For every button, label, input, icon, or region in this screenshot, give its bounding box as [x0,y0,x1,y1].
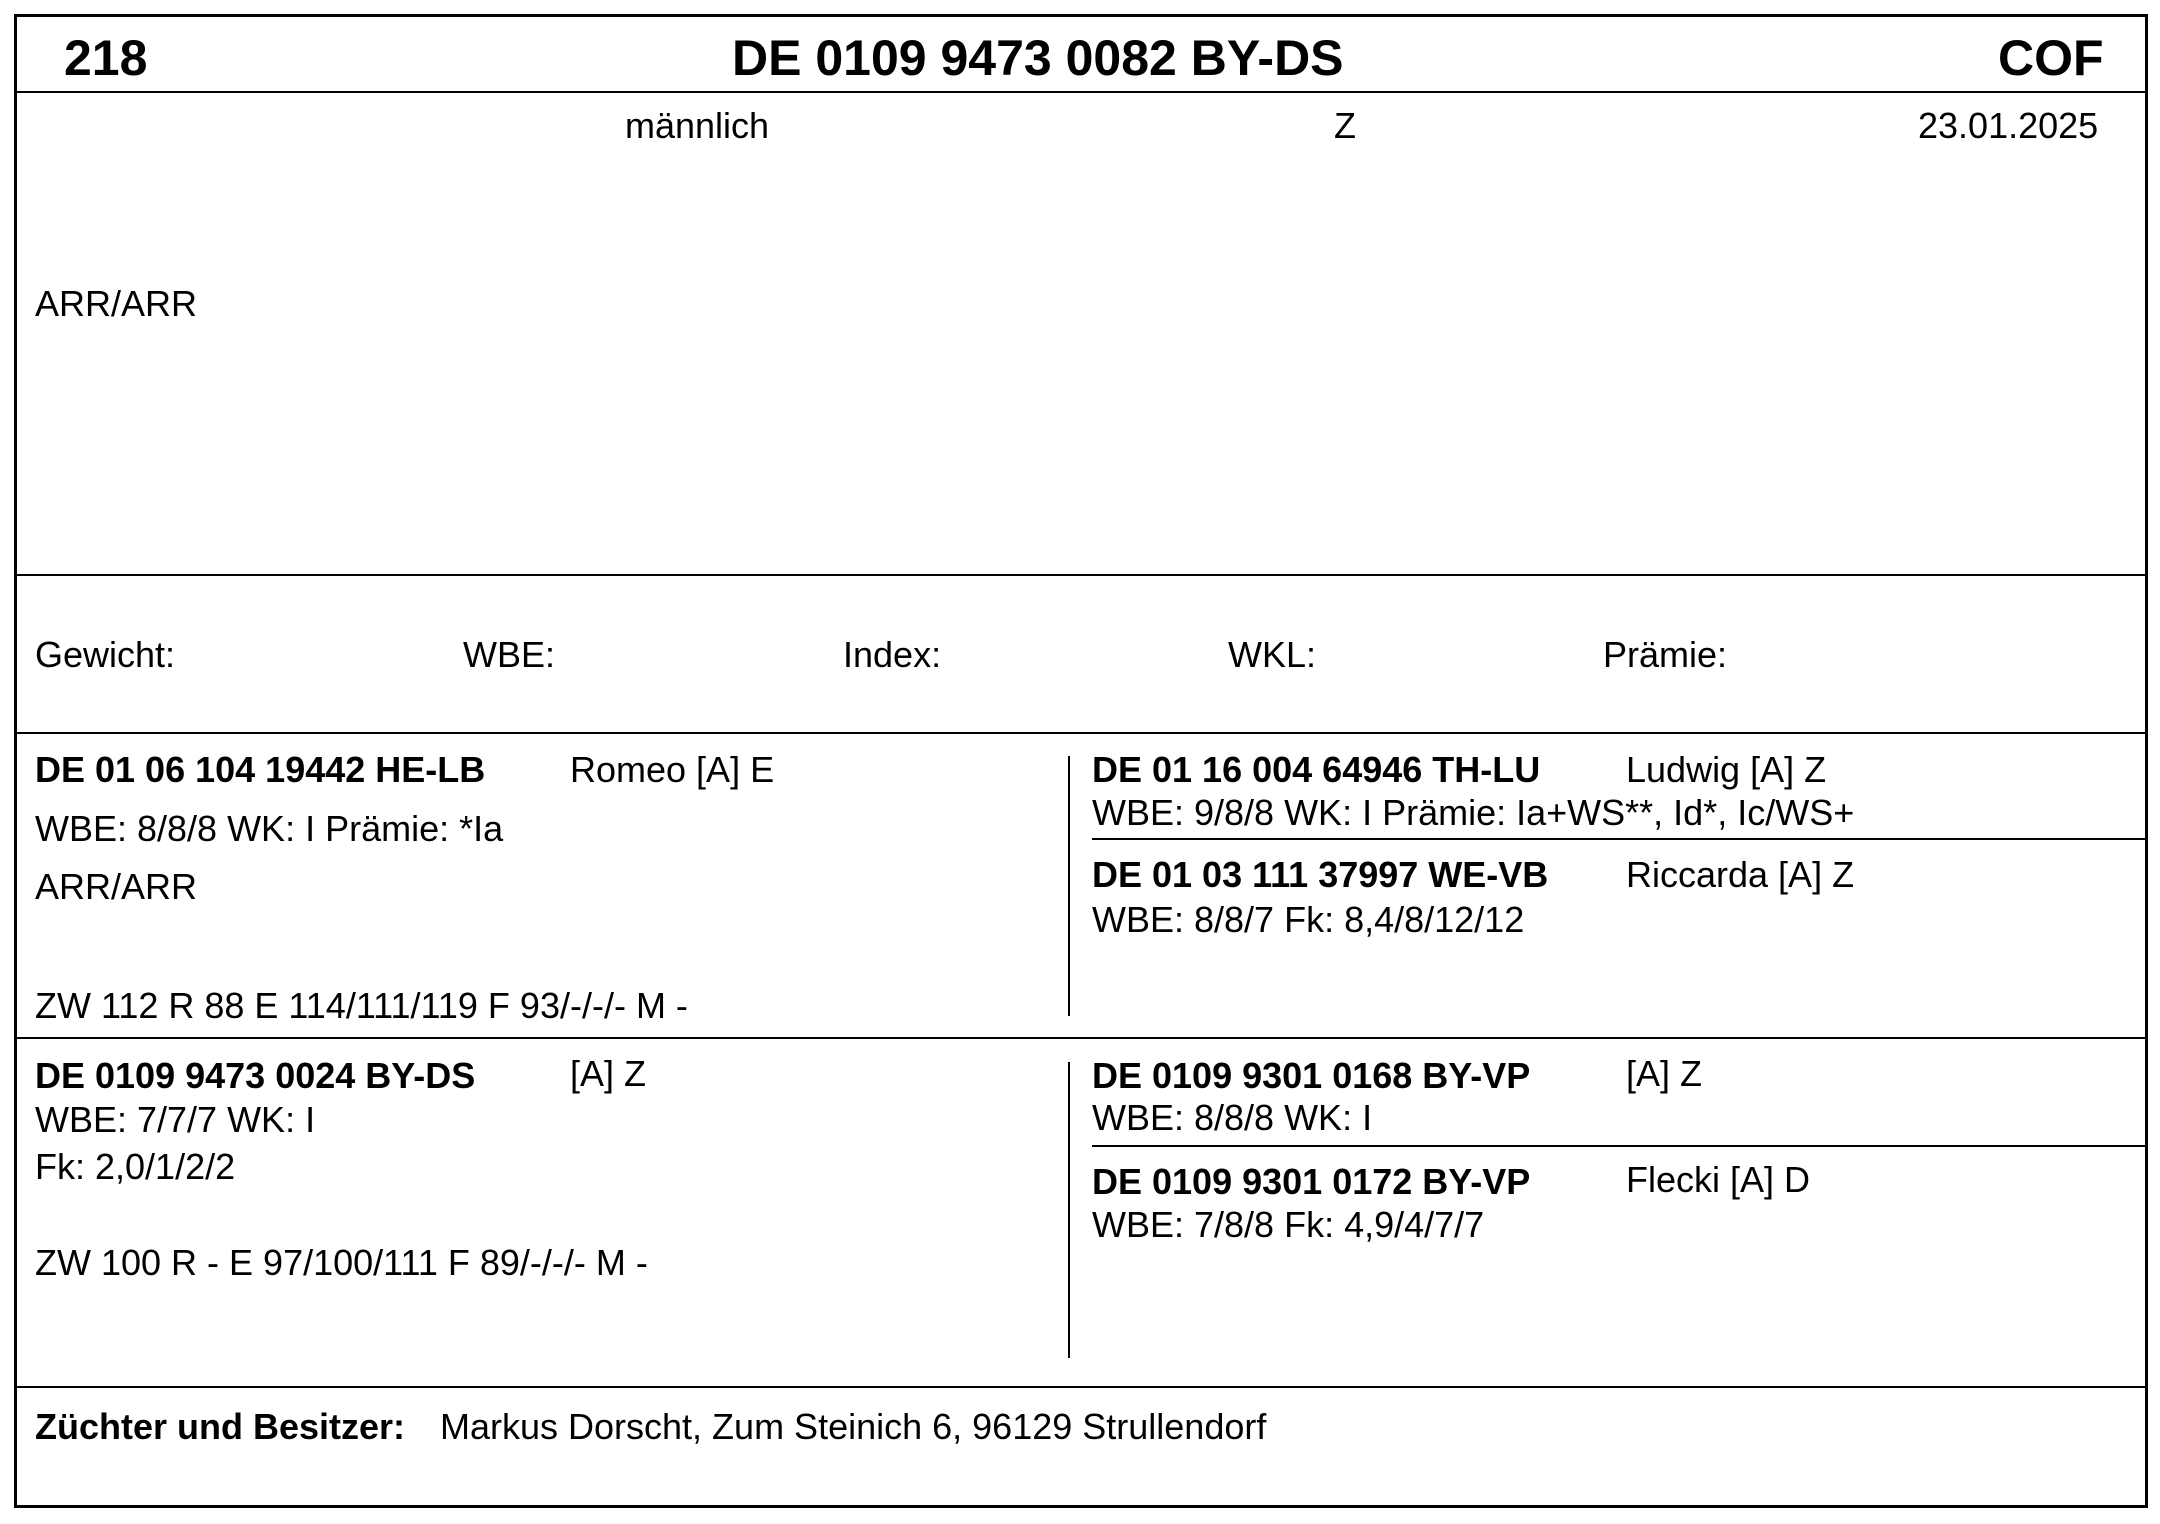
sire-sire-name: Ludwig [A] Z [1626,749,1827,790]
sire-dam-name: Riccarda [A] Z [1626,854,1855,895]
sire-id: DE 01 06 104 19442 HE-LB [35,749,486,790]
divider-dam-column [1068,1062,1070,1358]
dam-sire-id: DE 0109 9301 0168 BY-VP [1092,1055,1531,1096]
dam-sire-performance: WBE: 8/8/8 WK: I [1092,1097,1373,1138]
dam-breeding-values: ZW 100 R - E 97/100/111 F 89/-/-/- M - [35,1242,648,1283]
dam-dam-performance: WBE: 7/8/8 Fk: 4,9/4/7/7 [1092,1204,1485,1245]
dam-name: [A] Z [570,1053,647,1094]
dam-fertility: Fk: 2,0/1/2/2 [35,1146,236,1187]
genotype: ARR/ARR [35,283,198,324]
sire-breeding-values: ZW 112 R 88 E 114/111/119 F 93/-/-/- M - [35,985,688,1026]
divider-sire-grandparents [1092,838,2148,840]
sire-performance: WBE: 8/8/8 WK: I Prämie: *Ia [35,808,504,849]
breed-code: COF [1998,30,2104,86]
divider-dam-grandparents [1092,1145,2148,1147]
wbe-label: WBE: [463,634,556,675]
wkl-label: WKL: [1228,634,1317,675]
dam-dam-id: DE 0109 9301 0172 BY-VP [1092,1161,1531,1202]
sire-genotype: ARR/ARR [35,866,198,907]
sire-dam-performance: WBE: 8/8/7 Fk: 8,4/8/12/12 [1092,899,1525,940]
sire-name: Romeo [A] E [570,749,775,790]
index-label: Index: [843,634,942,675]
sire-sire-id: DE 01 16 004 64946 TH-LU [1092,749,1541,790]
breeder-label: Züchter und Besitzer: [35,1406,406,1447]
divider-sire-column [1068,756,1070,1016]
breeder-value: Markus Dorscht, Zum Steinich 6, 96129 Strullendorf [440,1406,1267,1447]
divider-measures [14,732,2148,734]
dam-id: DE 0109 9473 0024 BY-DS [35,1055,476,1096]
praemie-label: Prämie: [1603,634,1728,675]
dam-sire-name: [A] Z [1626,1053,1703,1094]
divider-header [14,91,2148,93]
sire-sire-performance: WBE: 9/8/8 WK: I Prämie: Ia+WS**, Id*, Ic/WS+ [1092,792,1855,833]
sex: männlich [625,105,770,146]
divider-sire [14,1037,2148,1039]
divider-dam [14,1386,2148,1388]
sire-dam-id: DE 01 03 111 37997 WE-VB [1092,854,1549,895]
animal-ear-tag: DE 0109 9473 0082 BY-DS [732,30,1344,86]
dam-dam-name: Flecki [A] D [1626,1159,1811,1200]
class: Z [1334,105,1356,146]
divider-info [14,574,2148,576]
weight-label: Gewicht: [35,634,176,675]
catalog-number: 218 [64,30,148,86]
date: 23.01.2025 [1918,105,2099,146]
dam-performance: WBE: 7/7/7 WK: I [35,1099,316,1140]
